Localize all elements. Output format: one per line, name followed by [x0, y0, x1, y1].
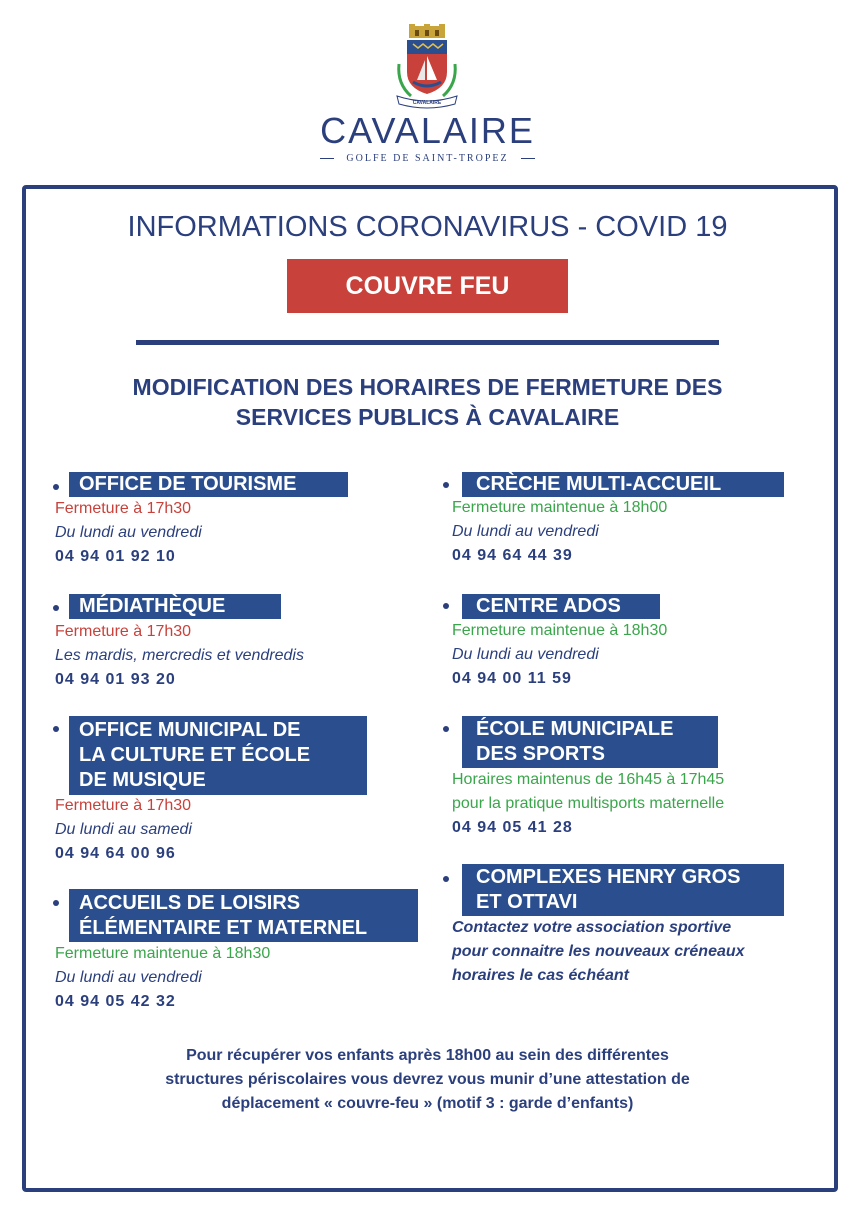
service-name-tag: [462, 864, 784, 916]
service-days: Du lundi au vendredi: [452, 646, 599, 663]
service-name-tag: [462, 594, 660, 619]
service-details: [55, 942, 270, 1014]
service-status: Horaires maintenus de 16h45 à 17h45: [452, 771, 725, 788]
service-name-line: LA CULTURE ET ÉCOLE: [79, 744, 311, 766]
service-note: horaires le cas échéant: [452, 967, 629, 984]
golfe-tagline: [0, 153, 855, 164]
service-status: Fermeture à 17h30: [55, 797, 192, 814]
service-details: [452, 916, 745, 988]
service-creche: [462, 472, 784, 497]
service-office-tourisme: [69, 472, 348, 497]
service-name-line: OFFICE MUNICIPAL DE: [79, 719, 301, 741]
service-status-continued: pour la pratique multisports maternelle: [452, 795, 725, 812]
service-status: Fermeture à 17h30: [55, 500, 192, 517]
bullet-dot: [443, 726, 449, 732]
service-note: Contactez votre association sportive: [452, 919, 732, 936]
bullet-dot: [53, 726, 59, 732]
service-name-line: MÉDIATHÈQUE: [79, 595, 226, 617]
service-details: [452, 619, 667, 691]
service-details: [55, 497, 202, 569]
service-phone: 04 94 01 93 20: [55, 671, 176, 688]
town-name: CAVALAIRE: [320, 110, 535, 151]
service-name-line: ÉCOLE MUNICIPALE: [476, 718, 674, 740]
service-name-line: ÉLÉMENTAIRE ET MATERNEL: [79, 917, 368, 939]
service-name-line: ET OTTAVI: [476, 891, 578, 913]
tagline-dash-left: [320, 158, 334, 159]
crest-motto: CAVALAIRE: [412, 100, 442, 106]
service-office-municipal-culture: [69, 716, 367, 795]
service-accueils-loisirs: [69, 889, 418, 942]
bullet-dot: [53, 605, 59, 611]
coat-of-arms-logo: [391, 24, 463, 110]
bullet-dot: [443, 603, 449, 609]
service-phone: 04 94 64 00 96: [55, 845, 176, 862]
service-days: Du lundi au vendredi: [55, 969, 202, 986]
service-name-line: ACCUEILS DE LOISIRS: [79, 892, 301, 914]
curfew-banner: COUVRE FEU: [287, 259, 568, 313]
footer-notice: [40, 1044, 815, 1116]
service-details: [55, 620, 304, 692]
service-name-tag: [69, 472, 348, 497]
subtitle-line-1: MODIFICATION DES HORAIRES DE FERMETURE DES: [132, 374, 723, 400]
service-name-tag: [462, 716, 718, 768]
tagline-text: GOLFE DE SAINT-TROPEZ: [346, 153, 509, 164]
service-name-line: COMPLEXES HENRY GROS: [476, 866, 741, 888]
service-note: pour connaitre les nouveaux créneaux: [452, 943, 745, 960]
service-name-tag: [462, 472, 784, 497]
service-days: Du lundi au vendredi: [452, 523, 599, 540]
service-phone: 04 94 05 41 28: [452, 819, 573, 836]
service-details: [55, 794, 192, 866]
service-status: Fermeture à 17h30: [55, 623, 192, 640]
footer-line-2: structures périscolaires vous devrez vous munir d’une attestation de: [165, 1071, 690, 1088]
subtitle: [40, 372, 815, 432]
service-days: Du lundi au samedi: [55, 821, 192, 838]
service-days: Du lundi au vendredi: [55, 524, 202, 541]
subtitle-line-2: SERVICES PUBLICS À CAVALAIRE: [235, 404, 620, 430]
service-status: Fermeture maintenue à 18h30: [452, 622, 668, 639]
bullet-dot: [443, 876, 449, 882]
main-title: INFORMATIONS CORONAVIRUS - COVID 19: [127, 211, 728, 243]
service-name-tag: [69, 594, 281, 619]
service-status: Fermeture maintenue à 18h30: [55, 945, 271, 962]
bullet-dot: [53, 484, 59, 490]
tagline-dash-right: [521, 158, 535, 159]
service-status: Fermeture maintenue à 18h00: [452, 499, 668, 516]
service-centre-ados: [462, 594, 660, 619]
divider-rule: [136, 340, 719, 345]
bullet-dot: [443, 482, 449, 488]
service-name-line: OFFICE DE TOURISME: [79, 473, 297, 495]
service-phone: 04 94 64 44 39: [452, 547, 573, 564]
service-details: [452, 496, 667, 568]
footer-line-3: déplacement « couvre-feu » (motif 3 : garde d’enfants): [221, 1095, 634, 1112]
service-name-line: CENTRE ADOS: [476, 595, 621, 617]
service-name-line: CRÈCHE MULTI-ACCUEIL: [476, 473, 722, 495]
service-details: [452, 768, 724, 840]
service-complexes-henry-gros: [462, 864, 784, 916]
footer-line-1: Pour récupérer vos enfants après 18h00 au sein des différentes: [186, 1047, 669, 1064]
service-phone: 04 94 00 11 59: [452, 670, 572, 687]
service-mediatheque: [69, 594, 281, 619]
service-name-line: DES SPORTS: [476, 743, 605, 765]
service-name-tag: [69, 889, 418, 942]
service-phone: 04 94 05 42 32: [55, 993, 176, 1010]
service-name-tag: [69, 716, 367, 795]
service-days: Les mardis, mercredis et vendredis: [55, 647, 304, 664]
service-phone: 04 94 01 92 10: [55, 548, 176, 565]
bullet-dot: [53, 900, 59, 906]
service-ecole-sports: [462, 716, 718, 768]
service-name-line: DE MUSIQUE: [79, 769, 206, 791]
